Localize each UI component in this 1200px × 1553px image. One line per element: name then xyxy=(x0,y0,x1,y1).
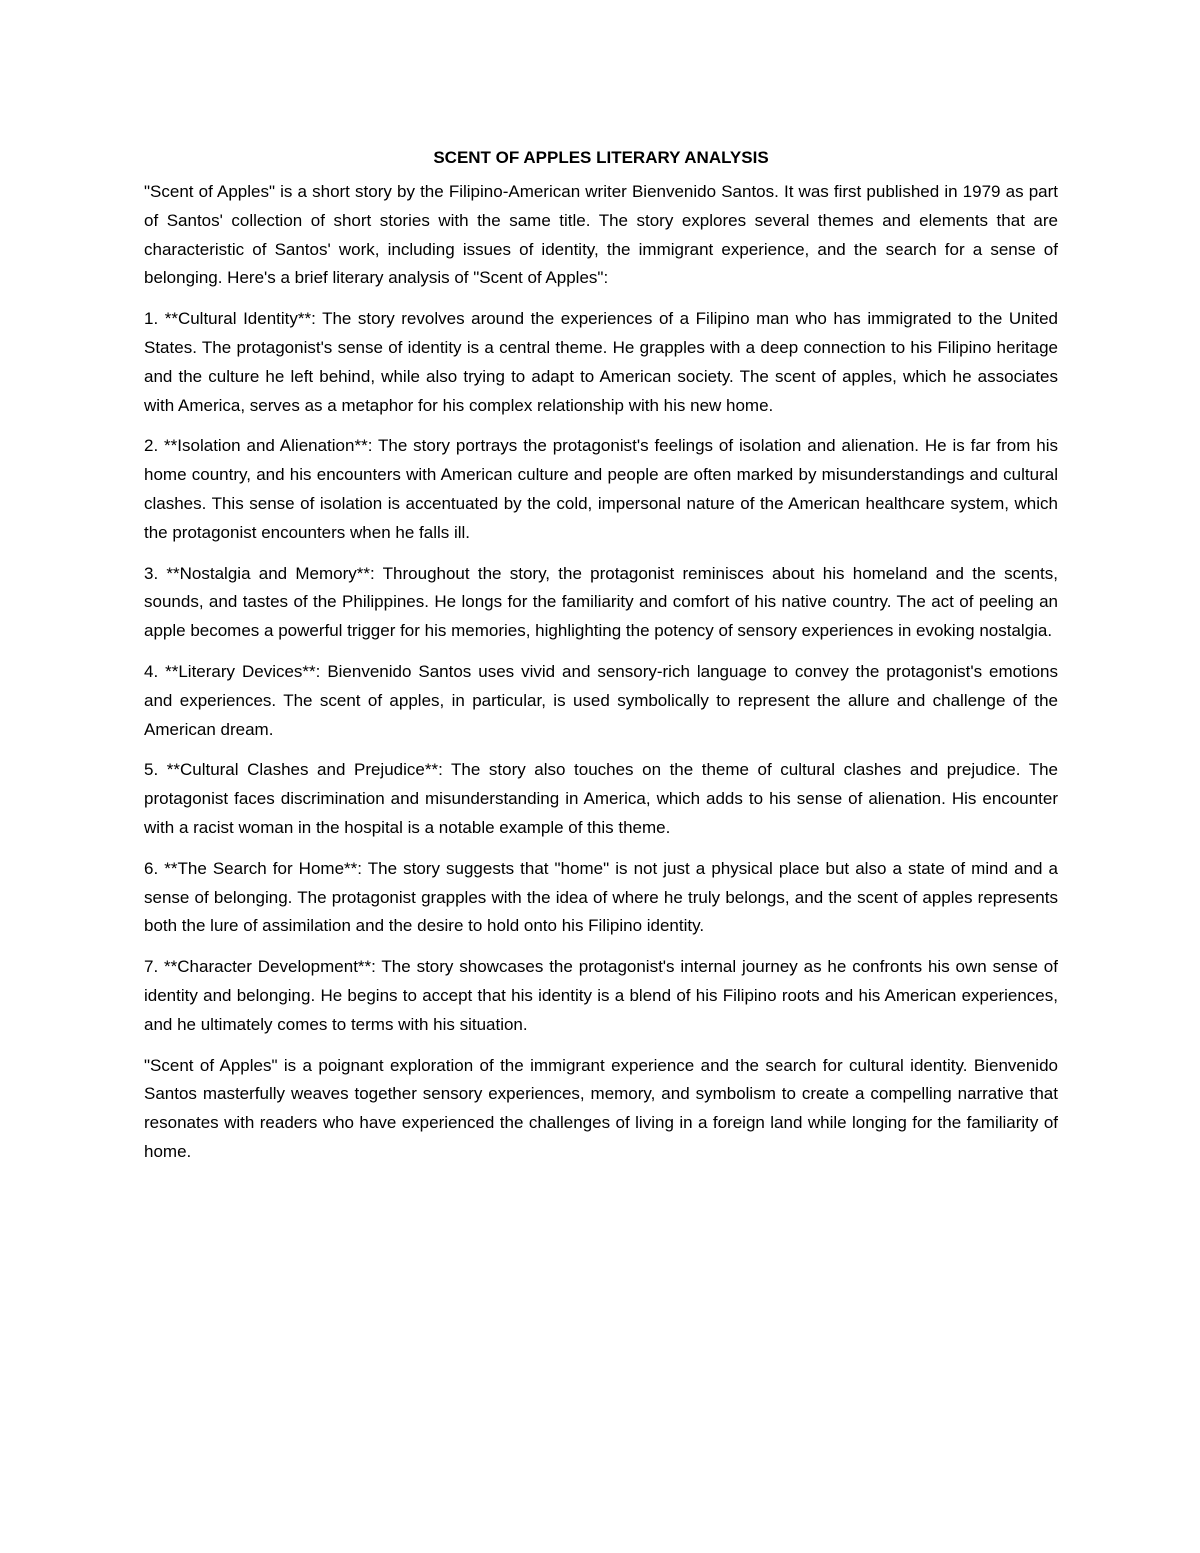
document-title: SCENT OF APPLES LITERARY ANALYSIS xyxy=(433,148,769,167)
paragraph-isolation-alienation: 2. **Isolation and Alienation**: The story portrays the protagonist's feelings of isolation and alienation. He is far from his home country, and his encounters with American culture and people are often marked by misunderstandings and cultural clashes. This sense of isolation is accentuated by the cold, impersonal nature of the American healthcare system, which the protagonist encounters when he falls ill. xyxy=(144,436,1058,542)
intro-paragraph: "Scent of Apples" is a short story by the Filipino-American writer Bienvenido Santos. It was first published in 1979 as part of Santos' collection of short stories with the same title. The story explores several themes and elements that are characteristic of Santos' work, including issues of identity, the immigrant experience, and the search for a sense of belonging. Here's a brief literary analysis of "Scent of Apples": xyxy=(144,182,1058,288)
paragraph-search-for-home: 6. **The Search for Home**: The story suggests that "home" is not just a physical place but also a state of mind and a sense of belonging. The protagonist grapples with the idea of where he truly belongs, and the scent of apples represents both the lure of assimilation and the desire to hold onto his Filipino identity. xyxy=(144,858,1058,936)
conclusion-paragraph: "Scent of Apples" is a poignant exploration of the immigrant experience and the search for cultural identity. Bienvenido Santos masterfully weaves together sensory experiences, memory, and symbolism to create a compelling narrative that resonates with readers who have experienced the challenges of living in a foreign land while longing for the familiarity of home. xyxy=(144,1055,1058,1161)
paragraph-cultural-clashes: 5. **Cultural Clashes and Prejudice**: The story also touches on the theme of cultural clashes and prejudice. The protagonist faces discrimination and misunderstanding in America, which adds to his sense of alienation. His encounter with a racist woman in the hospital is a notable example of this theme. xyxy=(144,760,1058,837)
paragraph-character-development: 7. **Character Development**: The story showcases the protagonist's internal journey as he confronts his own sense of identity and belonging. He begins to accept that his identity is a blend of his Filipino roots and his American experiences, and he ultimately comes to terms with his situation. xyxy=(144,957,1058,1034)
paragraph-literary-devices: 4. **Literary Devices**: Bienvenido Santos uses vivid and sensory-rich language to convey the protagonist's emotions and experiences. The scent of apples, in particular, is used symbolically to represent the allure and challenge of the American dream. xyxy=(144,661,1058,739)
paragraph-nostalgia-memory: 3. **Nostalgia and Memory**: Throughout the story, the protagonist reminisces about his homeland and the scents, sounds, and tastes of the Philippines. He longs for the familiarity and comfort of his native country. The act of peeling an apple becomes a powerful trigger for his memories, highlighting the potency of sensory experiences in evoking nostalgia. xyxy=(144,563,1058,641)
paragraph-cultural-identity: 1. **Cultural Identity**: The story revolves around the experiences of a Filipino man who has immigrated to the United States. The protagonist's sense of identity is a central theme. He grapples with a deep connection to his Filipino heritage and the culture he left behind, while also trying to adapt to American society. The scent of apples, which he associates with America, serves as a metaphor for his complex relationship with his new home. xyxy=(144,309,1058,415)
